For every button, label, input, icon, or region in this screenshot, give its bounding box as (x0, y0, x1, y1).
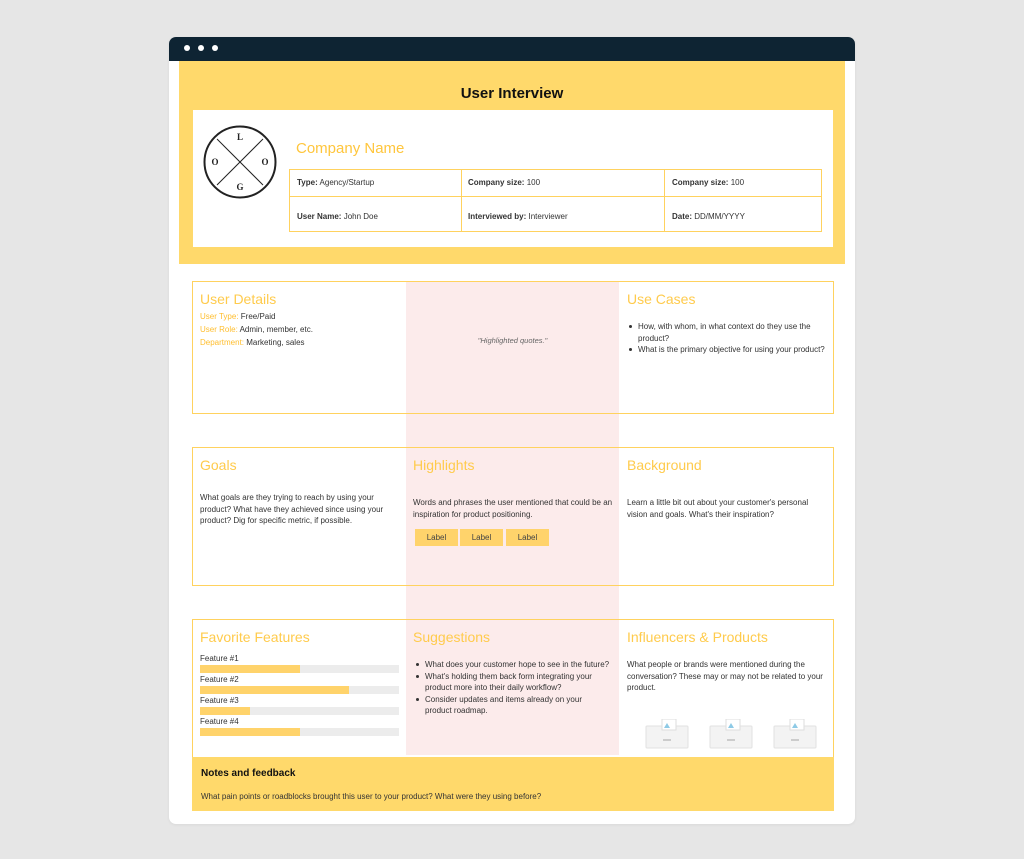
image-placeholder-icon (709, 719, 753, 749)
browser-window (169, 37, 855, 824)
suggestions-list (414, 659, 610, 717)
notes-section (192, 757, 834, 811)
list-item: What is the primary objective for using your product? (627, 344, 827, 356)
logo-letter: G (236, 182, 244, 192)
label-tag[interactable]: Label (460, 529, 503, 546)
info-company-size: Company size: 100 (672, 178, 745, 187)
highlighted-quote: "Highlighted quotes." (477, 336, 548, 345)
info-date: Date: DD/MM/YYYY (672, 212, 745, 221)
company-info-table (289, 169, 822, 232)
info-type: Type: Agency/Startup (297, 178, 375, 187)
label-tag[interactable]: Label (415, 529, 458, 546)
use-cases-list (627, 321, 827, 356)
logo-letter: O (211, 157, 219, 167)
window-titlebar (169, 37, 855, 61)
company-name: Company Name (296, 140, 405, 157)
suggestions-title: Suggestions (413, 629, 491, 645)
list-item: Consider updates and items already on your product roadmap. (414, 694, 610, 717)
image-placeholder-icon (773, 719, 817, 749)
use-cases-title: Use Cases (627, 291, 696, 307)
info-interviewed-by: Interviewed by: Interviewer (468, 212, 568, 221)
highlights-title: Highlights (413, 457, 475, 473)
feature-bar-fill (200, 728, 300, 736)
goals-text: What goals are they trying to reach by using your product? What have they achieved since using your product? Dig for specific metric, if possible. (200, 493, 384, 525)
feature-name: Feature #3 (200, 696, 239, 705)
logo-placeholder-icon (203, 125, 277, 199)
feature-bar-fill (200, 707, 250, 715)
feature-bar (200, 686, 399, 694)
influencers-text: What people or brands were mentioned during the conversation? These may or may not be related to your product. (627, 660, 823, 692)
label-tag[interactable]: Label (506, 529, 549, 546)
background-title: Background (627, 457, 702, 473)
info-user-name: User Name: John Doe (297, 212, 378, 221)
window-dot-icon[interactable] (184, 45, 190, 51)
influencers-title: Influencers & Products (627, 629, 768, 645)
logo-letter: L (236, 132, 244, 142)
window-dot-icon[interactable] (212, 45, 218, 51)
list-item: What's holding them back form integrating your product more into their daily workflow? (414, 671, 610, 694)
user-details-text: User Type: Free/Paid User Role: Admin, member, etc. Department: Marketing, sales (200, 312, 313, 347)
feature-bar (200, 665, 399, 673)
feature-name: Feature #2 (200, 675, 239, 684)
window-dot-icon[interactable] (198, 45, 204, 51)
feature-bar-fill (200, 665, 300, 673)
feature-bar-fill (200, 686, 349, 694)
interview-header (179, 61, 845, 264)
info-company-size: Company size: 100 (468, 178, 541, 187)
list-item: How, with whom, in what context do they use the product? (627, 321, 827, 344)
page-title: User Interview (460, 85, 564, 102)
logo-letter: O (261, 157, 269, 167)
favorite-features-title: Favorite Features (200, 629, 310, 645)
feature-bar (200, 707, 399, 715)
user-details-title: User Details (200, 291, 277, 307)
notes-title: Notes and feedback (201, 768, 296, 779)
company-card (193, 110, 833, 247)
feature-bar (200, 728, 399, 736)
feature-name: Feature #4 (200, 717, 239, 726)
notes-text: What pain points or roadblocks brought this user to your product? What were they using before? (201, 792, 542, 801)
highlights-text: Words and phrases the user mentioned that could be an inspiration for product positioning. (413, 498, 613, 519)
background-text: Learn a little bit out about your customer's personal vision and goals. What's their inspiration? (627, 498, 809, 519)
goals-title: Goals (200, 457, 237, 473)
feature-name: Feature #1 (200, 654, 239, 663)
list-item: What does your customer hope to see in the future? (414, 659, 610, 671)
image-placeholder-icon (645, 719, 689, 749)
